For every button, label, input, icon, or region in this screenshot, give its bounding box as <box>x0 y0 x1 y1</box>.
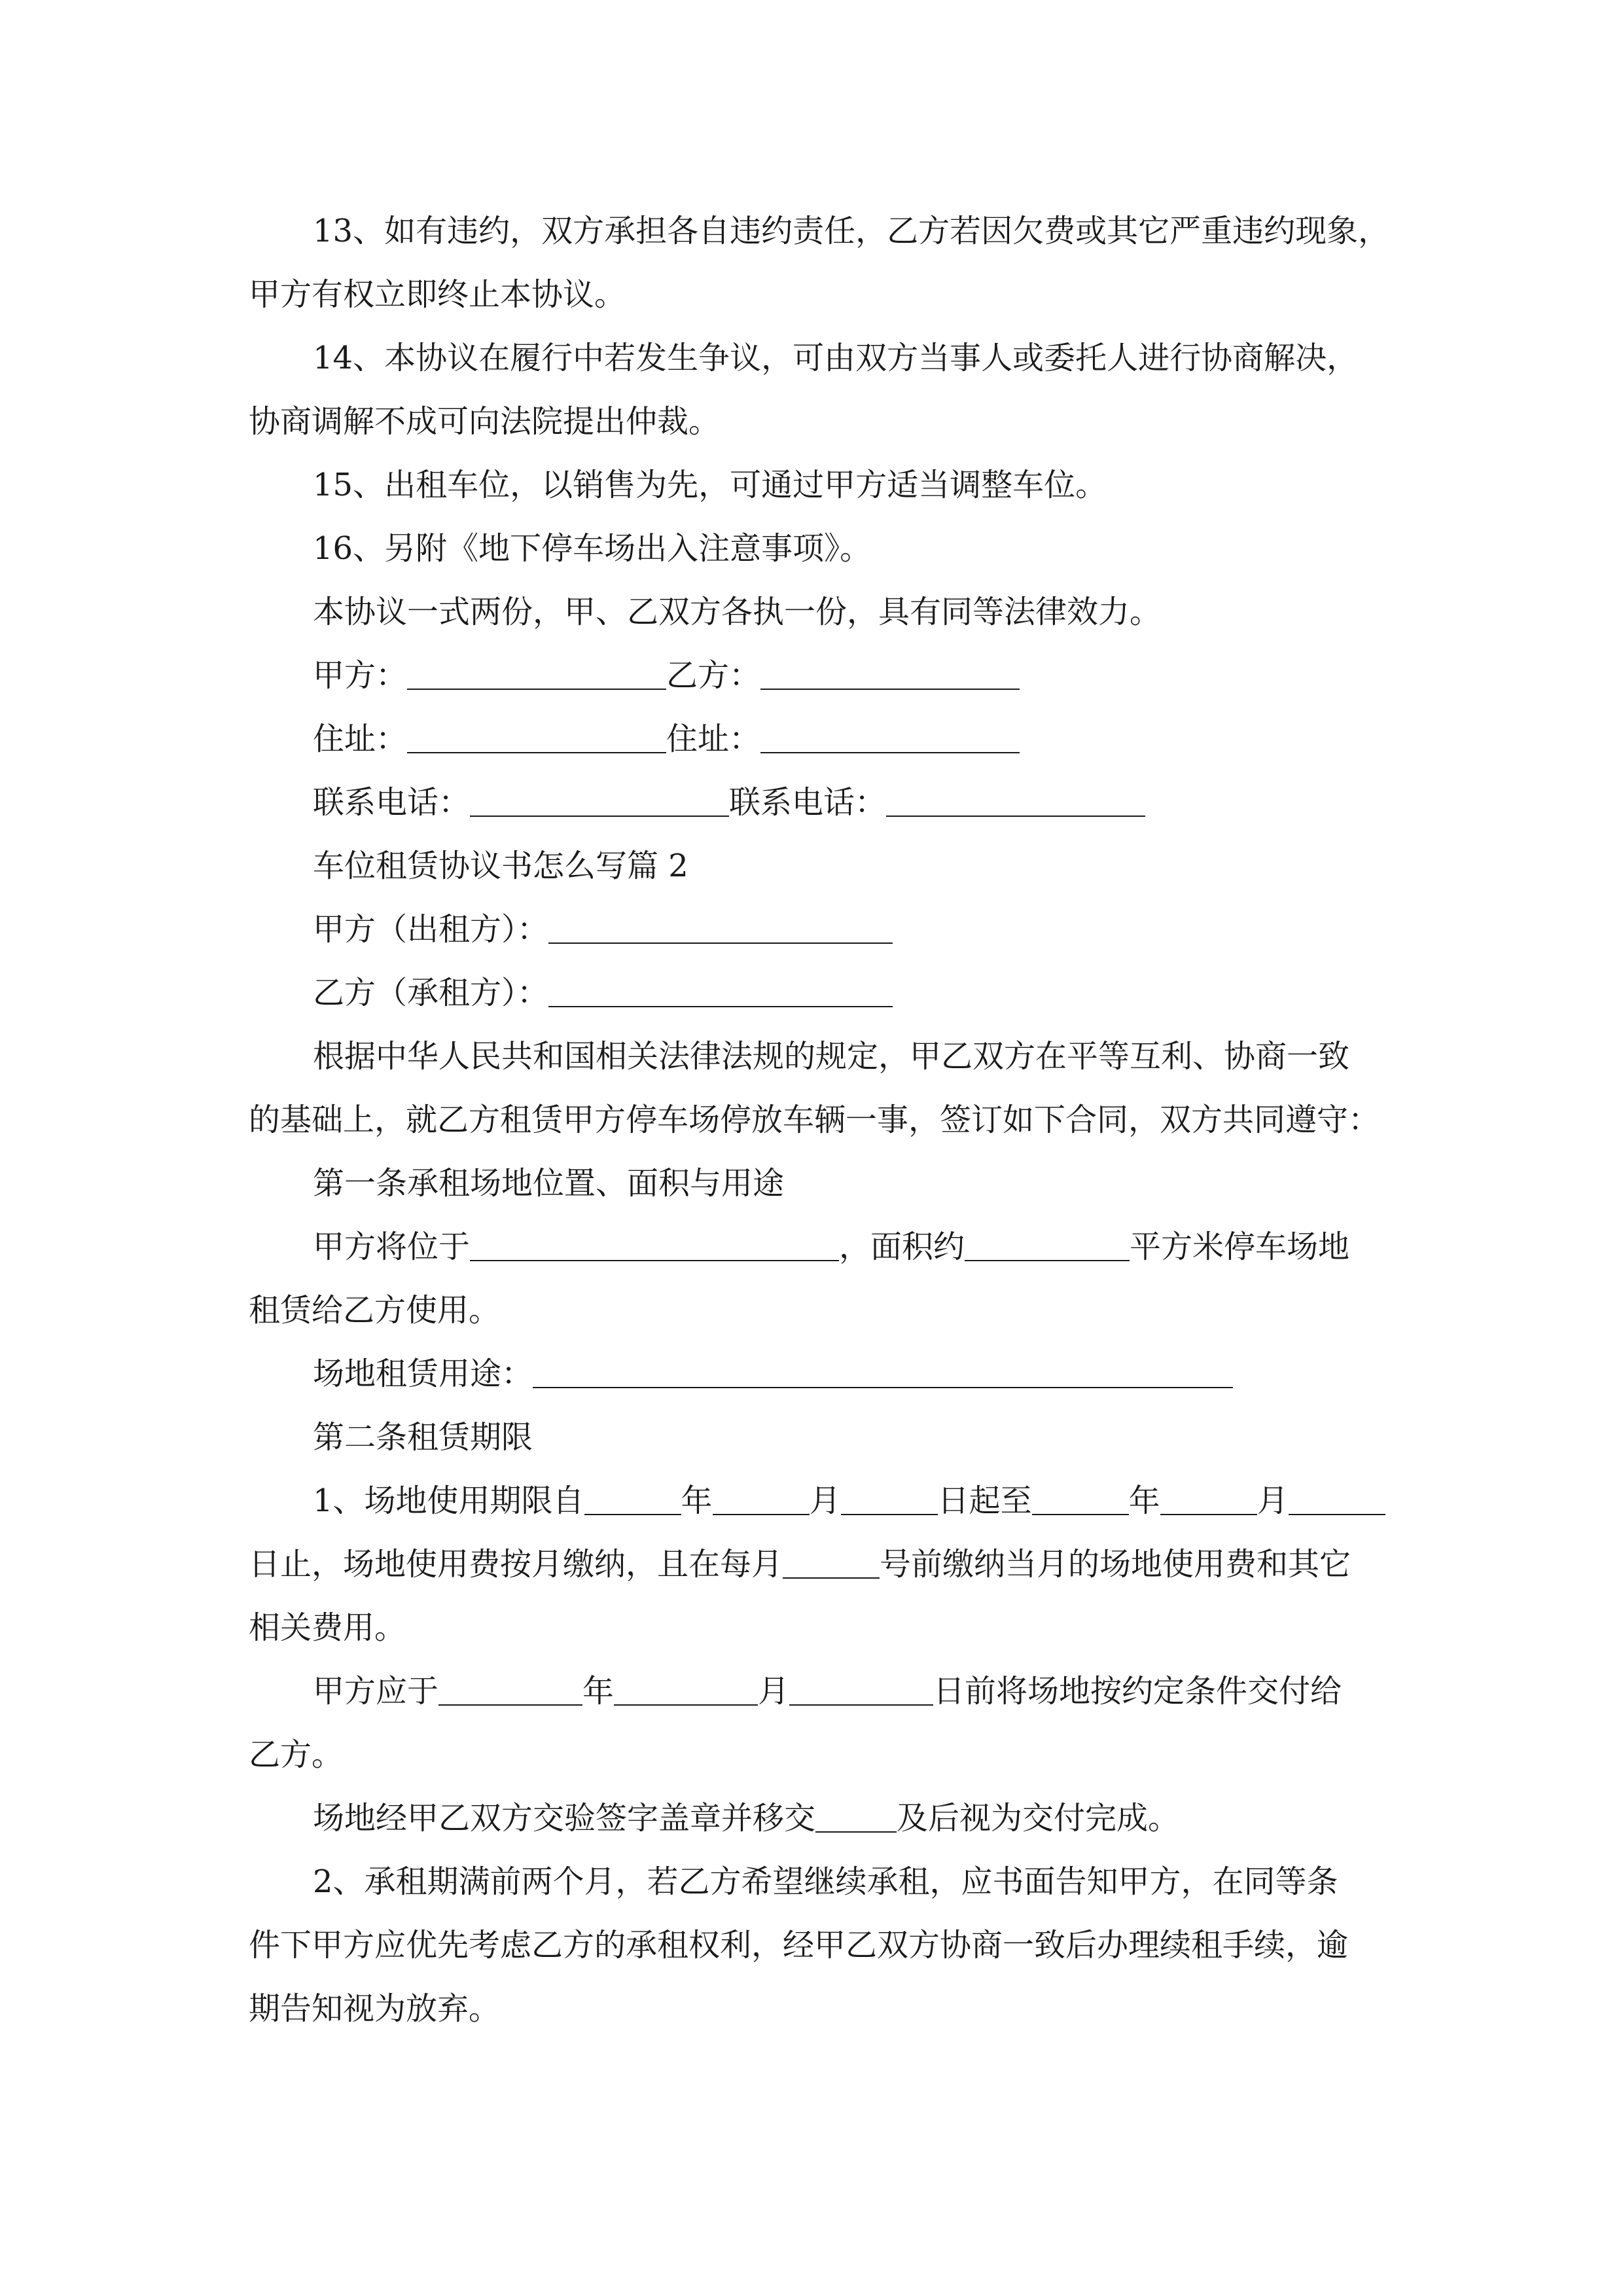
phone-a-label: 联系电话： <box>313 784 471 821</box>
copies-statement: 本协议一式两份，甲、乙双方各执一份，具有同等法律效力。 <box>313 594 1162 630</box>
lessor-line <box>313 910 1387 949</box>
lessee-label: 乙方（承租方）： <box>313 975 549 1011</box>
term-line-1 <box>313 1481 1387 1520</box>
clause-14-line-2: 协商调解不成可向法院提出仲裁。 <box>249 403 721 440</box>
address-a-blank <box>407 721 666 753</box>
end-month-blank <box>1160 1482 1257 1515</box>
clause-13-line-1: 13、如有违约，双方承担各自违约责任，乙方若因欠费或其它严重违约现象， <box>313 213 1390 249</box>
clause-16: 16、另附《地下停车场出入注意事项》。 <box>313 530 872 567</box>
delivery-month-blank <box>614 1673 758 1706</box>
clause-15: 15、出租车位，以销售为先，可通过甲方适当调整车位。 <box>313 467 1107 503</box>
intro-line-2: 的基础上，就乙方租赁甲方停车场停放车辆一事，签订如下合同，双方共同遵守： <box>249 1102 1380 1138</box>
section-2-heading: 车位租赁协议书怎么写篇 2 <box>313 848 688 884</box>
article-2-title: 第二条租赁期限 <box>313 1419 533 1456</box>
handover-text: 场地经甲乙双方交验签字盖章并移交 <box>313 1800 816 1837</box>
renewal-line-2: 件下甲方应优先考虑乙方的承租权利，经甲乙双方协商一致后办理续租手续，逾 <box>249 1927 1349 1964</box>
address-a-label: 住址： <box>313 721 408 757</box>
month-label: 月 <box>809 1482 841 1519</box>
article-1-title: 第一条承租场地位置、面积与用途 <box>313 1165 785 1202</box>
delivery-line-2: 乙方。 <box>249 1736 344 1773</box>
term-line-2 <box>249 1545 1387 1584</box>
phone-b-label: 联系电话： <box>729 784 887 821</box>
area-text: ，面积约 <box>839 1229 965 1265</box>
article-1-location <box>313 1227 1387 1266</box>
signature-parties <box>313 656 1387 695</box>
delivery-text-2: 日前将场地按约定条件交付给 <box>933 1673 1342 1710</box>
payment-text-2: 号前缴纳当月的场地使用费和其它 <box>880 1546 1351 1583</box>
location-text: 甲方将位于 <box>313 1229 471 1265</box>
area-blank <box>965 1229 1130 1261</box>
start-day-blank <box>841 1482 938 1515</box>
party-a-blank <box>407 657 666 690</box>
year-label: 年 <box>1128 1482 1160 1519</box>
clause-14-line-1: 14、本协议在履行中若发生争议，可由双方当事人或委托人进行协商解决， <box>313 340 1359 376</box>
party-a-label: 甲方： <box>313 657 408 694</box>
party-b-blank <box>760 657 1020 690</box>
use-blank <box>533 1355 1233 1388</box>
delivery-day-blank <box>789 1673 933 1706</box>
clause-13-line-2: 甲方有权立即终止本协议。 <box>249 276 626 313</box>
handover-blank <box>815 1800 897 1833</box>
address-b-label: 住址： <box>666 721 761 757</box>
renewal-line-3: 期告知视为放弃。 <box>249 1990 501 2027</box>
article-1-use <box>313 1354 1387 1393</box>
lessor-label: 甲方（出租方）： <box>313 911 549 948</box>
area-unit-text: 平方米停车场地 <box>1130 1229 1350 1265</box>
term-end-text: 日起至 <box>937 1482 1032 1519</box>
end-day-blank <box>1289 1482 1385 1515</box>
year-label: 年 <box>681 1482 713 1519</box>
end-year-blank <box>1032 1482 1129 1515</box>
renewal-line-1: 2、承租期满前两个月，若乙方希望继续承租，应书面告知甲方，在同等条 <box>313 1863 1338 1900</box>
delivery-year-blank <box>438 1673 582 1706</box>
payment-text: 日止，场地使用费按月缴纳，且在每月 <box>249 1546 783 1583</box>
lessor-blank <box>548 911 893 944</box>
lessee-line <box>313 973 1387 1013</box>
delivery-line-1 <box>313 1672 1387 1711</box>
location-blank <box>470 1229 839 1261</box>
month-label: 月 <box>758 1673 790 1710</box>
delivery-text: 甲方应于 <box>313 1673 439 1710</box>
payment-day-blank <box>783 1546 880 1579</box>
start-year-blank <box>584 1482 681 1515</box>
month-label: 月 <box>1257 1482 1289 1519</box>
intro-line-1: 根据中华人民共和国相关法律法规的规定，甲乙双方在平等互利、协商一致 <box>313 1038 1350 1075</box>
address-b-blank <box>760 721 1020 753</box>
party-b-label: 乙方： <box>666 657 761 694</box>
phone-a-blank <box>470 784 729 817</box>
year-label: 年 <box>582 1673 615 1710</box>
use-label: 场地租赁用途： <box>313 1355 533 1392</box>
handover-text-2: 及后视为交付完成。 <box>897 1800 1180 1837</box>
phone-b-blank <box>886 784 1145 817</box>
start-month-blank <box>713 1482 810 1515</box>
article-1-lease: 租赁给乙方使用。 <box>249 1292 501 1329</box>
lessee-blank <box>548 975 893 1007</box>
term-start-text: 1、场地使用期限自 <box>313 1482 584 1519</box>
signature-addresses <box>313 719 1387 759</box>
signature-phones <box>313 783 1387 822</box>
handover-line <box>313 1799 1387 1838</box>
term-line-3: 相关费用。 <box>249 1609 406 1646</box>
